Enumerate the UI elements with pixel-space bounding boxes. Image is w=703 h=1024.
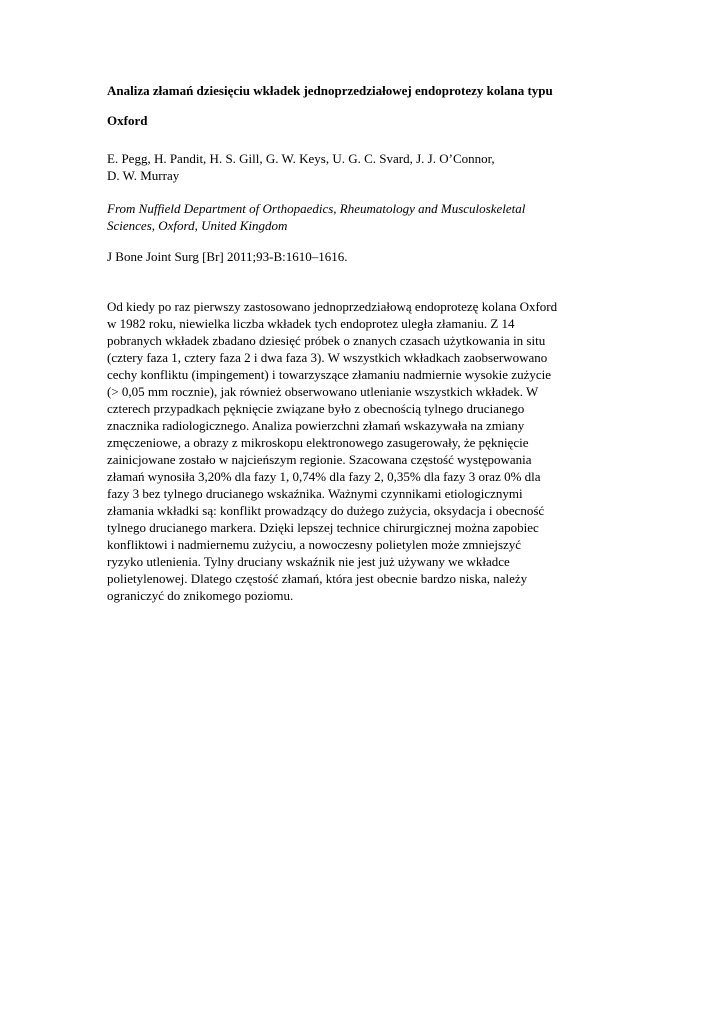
title-line: Analiza złamań dziesięciu wkładek jednoprzedziałowej endoprotezy kolana typu xyxy=(107,83,553,98)
author-line: E. Pegg, H. Pandit, H. S. Gill, G. W. Keys, U. G. C. Svard, J. J. O’Connor, xyxy=(107,151,495,166)
abstract-body xyxy=(107,298,607,604)
journal-citation: J Bone Joint Surg [Br] 2011;93-B:1610–1616. xyxy=(107,249,348,264)
abstract-line: złamań wynosiła 3,20% dla fazy 1, 0,74% dla fazy 2, 0,35% dla fazy 3 oraz 0% dla xyxy=(107,469,541,484)
abstract-line: (> 0,05 mm rocznie), jak również obserwowano utlenianie wszystkich wkładek. W xyxy=(107,384,539,399)
affiliation xyxy=(107,200,607,234)
abstract-line: tylnego drucianego markera. Dzięki lepszej technice chirurgicznej można zapobiec xyxy=(107,520,539,535)
abstract-line: czterech przypadkach pęknięcie związane było z obecnością tylnego drucianego xyxy=(107,401,525,416)
document-content xyxy=(107,82,607,603)
abstract-line: konfliktowi i nadmiernemu zużyciu, a nowoczesny polietylen może zmniejszyć xyxy=(107,537,522,552)
abstract-line: zainicjowane zostało w najcieńszym regionie. Szacowana częstość występowania xyxy=(107,452,532,467)
abstract-line: pobranych wkładek zbadano dziesięć próbek o znanych czasach użytkowania in situ xyxy=(107,333,546,348)
abstract-line: fazy 3 bez tylnego drucianego wskaźnika. Ważnymi czynnikami etiologicznymi xyxy=(107,486,523,501)
affiliation-line: Sciences, Oxford, United Kingdom xyxy=(107,218,288,233)
abstract-line: ryzyko utlenienia. Tylny druciany wskaźnik nie jest już używany we wkładce xyxy=(107,554,510,569)
paper-title xyxy=(107,82,607,129)
abstract-line: Od kiedy po raz pierwszy zastosowano jednoprzedziałową endoprotezę kolana Oxford xyxy=(107,299,558,314)
author-line: D. W. Murray xyxy=(107,168,180,183)
title-line: Oxford xyxy=(107,113,148,128)
abstract-line: (cztery faza 1, cztery faza 2 i dwa faza 3). W wszystkich wkładkach zaobserwowano xyxy=(107,350,548,365)
abstract-line: złamania wkładki są: konflikt prowadzący do dużego zużycia, oksydacja i obecność xyxy=(107,503,545,518)
abstract-line: ograniczyć do znikomego poziomu. xyxy=(107,588,294,603)
author-list xyxy=(107,150,607,184)
abstract-line: znacznika radiologicznego. Analiza powierzchni złamań wskazywała na zmiany xyxy=(107,418,525,433)
abstract-line: cechy konfliktu (impingement) i towarzyszące złamaniu nadmiernie wysokie zużycie xyxy=(107,367,551,382)
abstract-line: zmęczeniowe, a obrazy z mikroskopu elektronowego zasugerowały, że pęknięcie xyxy=(107,435,529,450)
abstract-line: w 1982 roku, niewielka liczba wkładek tych endoprotez uległa złamaniu. Z 14 xyxy=(107,316,515,331)
abstract-line: polietylenowej. Dlatego częstość złamań, która jest obecnie bardzo niska, należy xyxy=(107,571,528,586)
affiliation-line: From Nuffield Department of Orthopaedics, Rheumatology and Musculoskeletal xyxy=(107,201,526,216)
